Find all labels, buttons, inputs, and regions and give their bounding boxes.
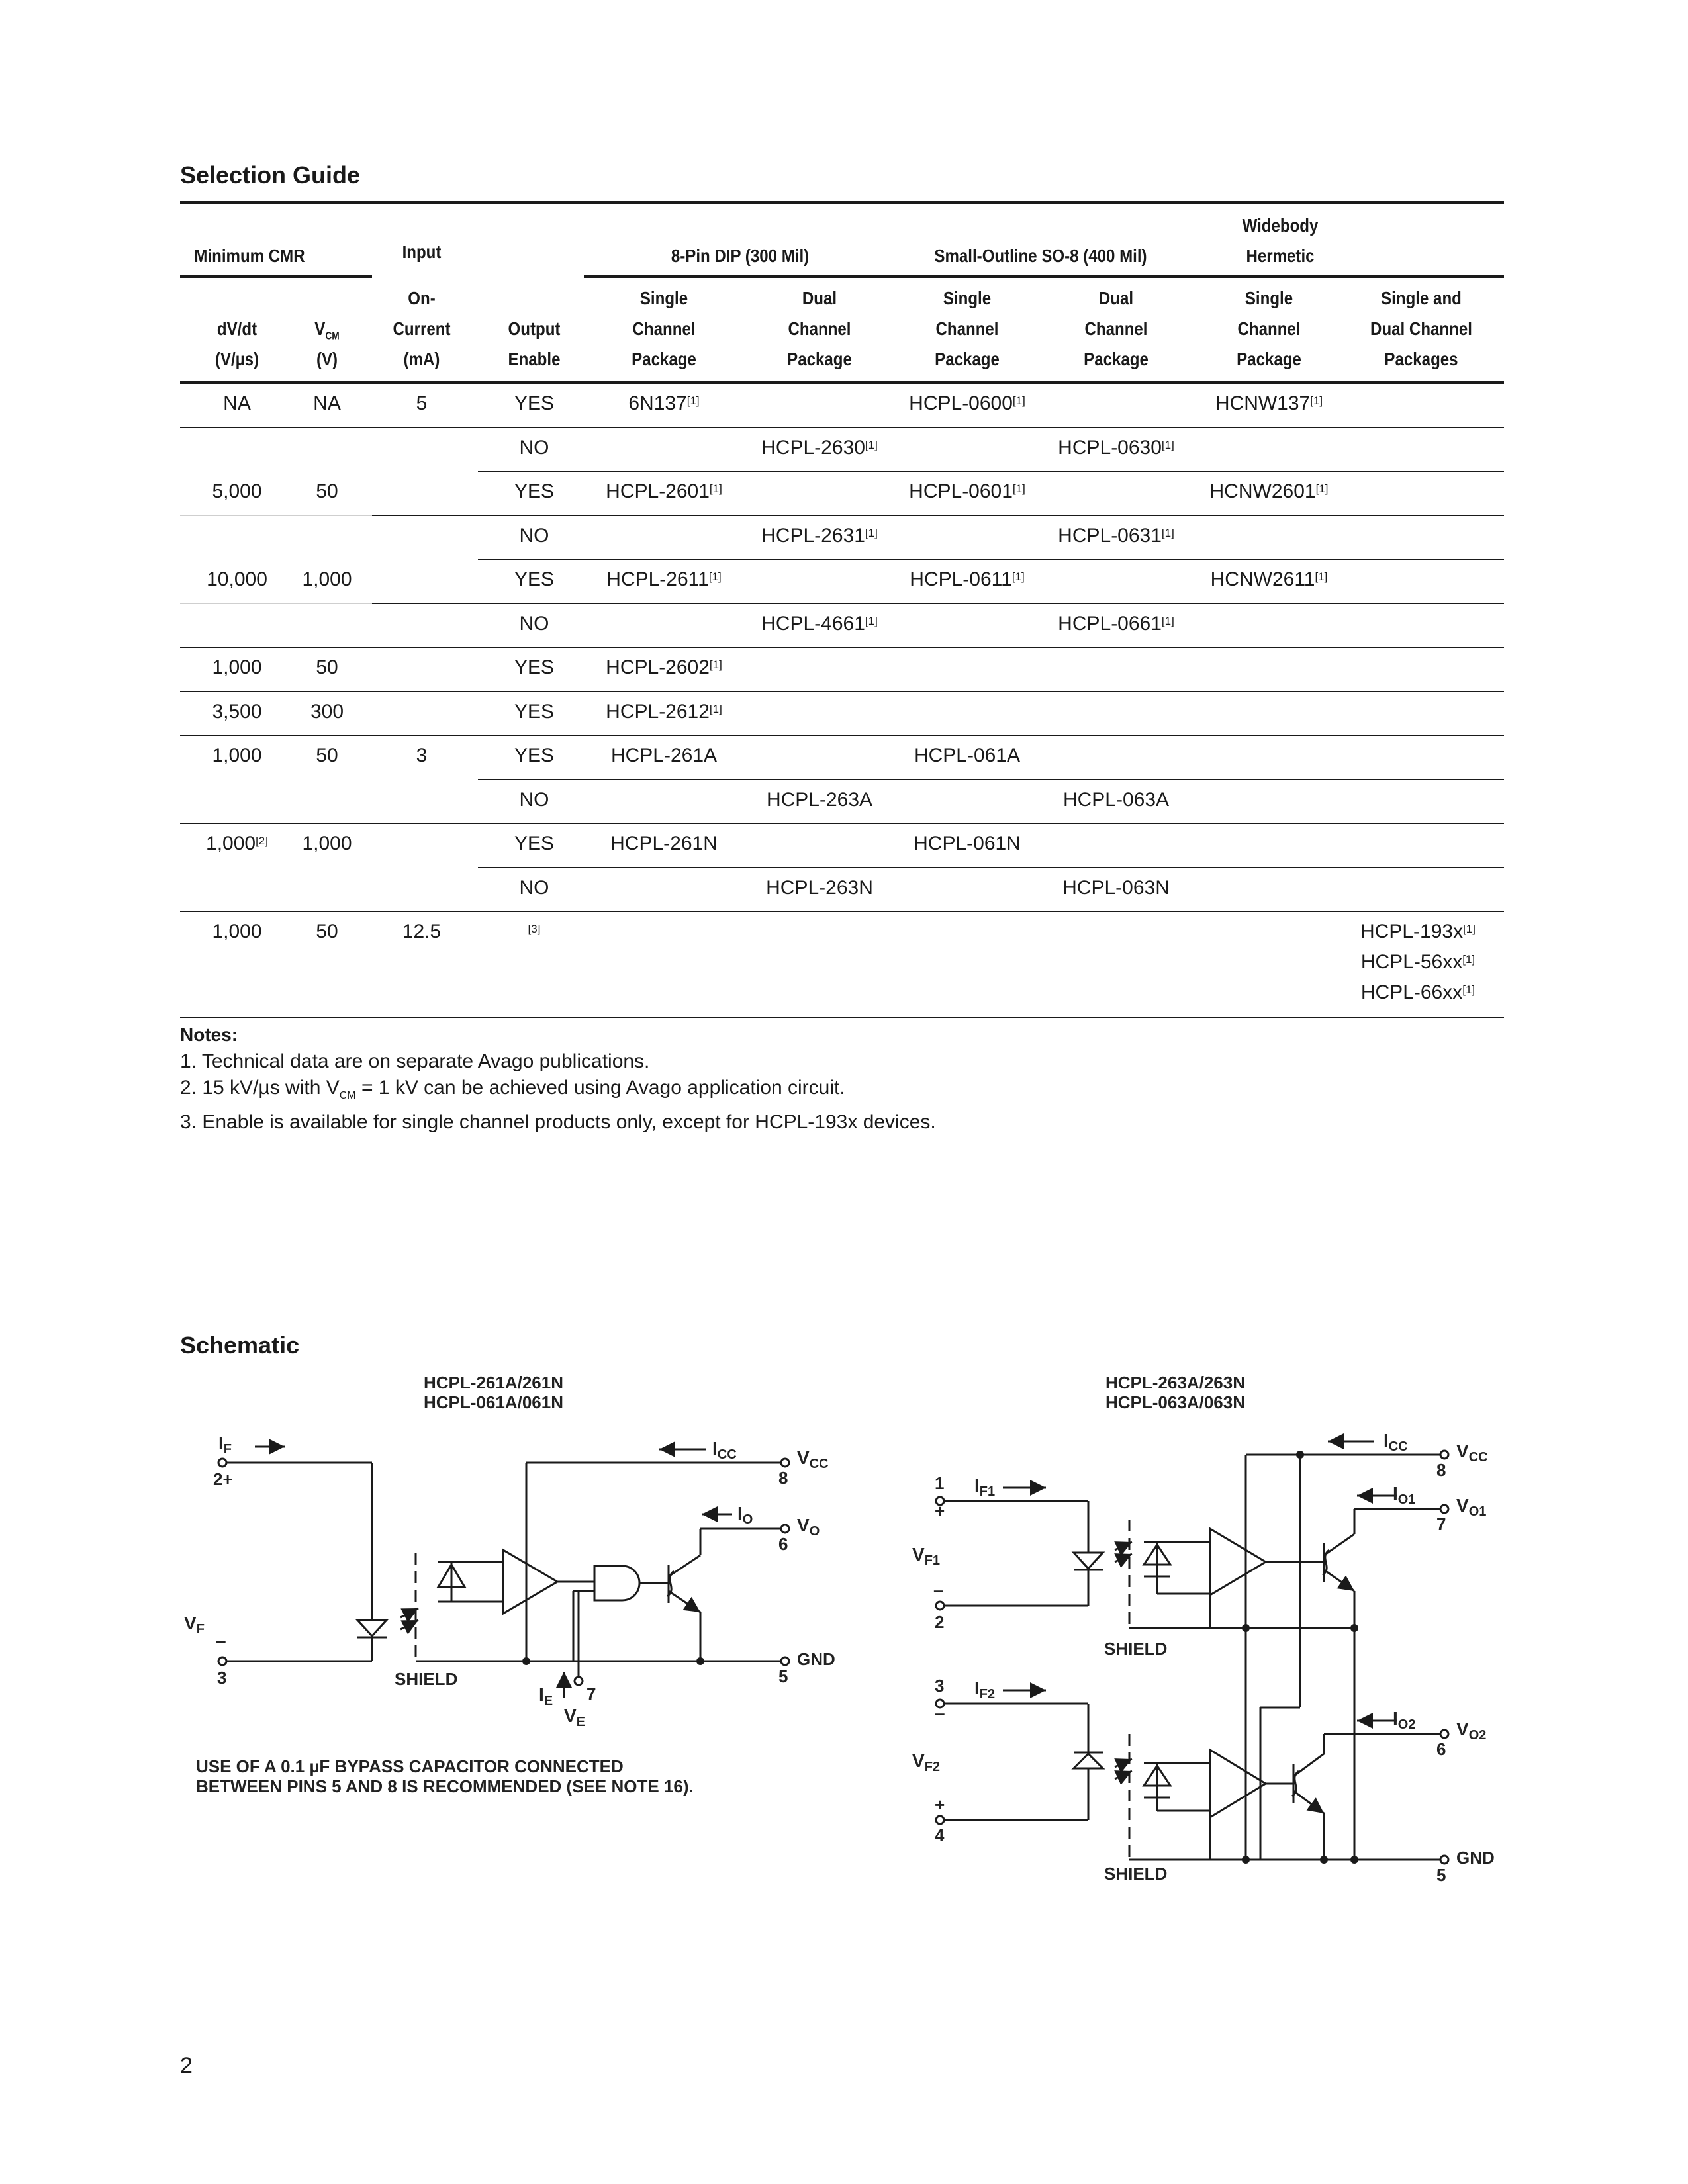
cell-enable: YES	[514, 657, 555, 678]
photodiode-icon	[438, 1562, 503, 1602]
input-led-icon	[357, 1608, 418, 1661]
pin2-terminal	[936, 1602, 944, 1610]
shield-label: SHIELD	[395, 1669, 458, 1689]
cell-wide-single: HCNW137[1]	[1215, 392, 1323, 414]
header-hermetic: Hermetic	[1246, 246, 1315, 266]
photodiode2-icon	[1144, 1763, 1210, 1811]
pin3-terminal	[218, 1657, 226, 1665]
junction-dot	[696, 1657, 704, 1665]
row-rule-light	[180, 515, 372, 516]
row-rule	[478, 779, 1504, 780]
right-vcc-label: $V_{CC}$	[1456, 1441, 1488, 1465]
cell-hermetic: HCPL-66xx[1]	[1360, 981, 1476, 1003]
row-rule	[180, 647, 1504, 648]
right-minus1: –	[933, 1580, 944, 1600]
pin8-terminal	[1440, 1451, 1448, 1459]
cell-so-single: HCPL-0601[1]	[909, 480, 1025, 502]
output-transistor-icon	[667, 1555, 700, 1612]
header-vcm: $V_{CM}$	[314, 318, 340, 342]
schematic-diagram	[0, 1363, 1688, 1893]
note-2: 2. 15 kV/µs with $V_{CM} = 1$ kV can be achieved using Avago application circuit.	[180, 1077, 845, 1101]
header-min-cmr: Minimum CMR	[194, 246, 305, 266]
cell-so-dual: HCPL-0661[1]	[1058, 612, 1174, 635]
right-minus3: –	[935, 1703, 945, 1723]
right-pin3-label: 3	[935, 1676, 945, 1696]
header-current: On-	[408, 288, 436, 308]
transistor1-icon	[1323, 1534, 1354, 1591]
header-package: Package	[787, 349, 852, 369]
cell-dip-dual: HCPL-2630[1]	[761, 436, 878, 459]
header-single-dual: Single and	[1381, 288, 1462, 308]
left-part-line1: HCPL-261A/261N	[424, 1373, 563, 1392]
right-part-line2: HCPL-063A/063N	[1105, 1392, 1245, 1412]
table-top-rule	[180, 201, 1504, 204]
vf2-label: $V_{F2}$	[912, 1751, 941, 1774]
cell-vcm: 50	[316, 657, 338, 678]
cell-dip-single: HCPL-2601[1]	[606, 480, 722, 502]
header-channel: Channel	[935, 318, 999, 339]
junction-dot	[1350, 1624, 1358, 1632]
cell-current: 5	[416, 392, 428, 414]
cell-current: 3	[416, 745, 428, 766]
cell-enable: NO	[519, 876, 549, 899]
header-output: Output	[508, 318, 561, 339]
right-icc-label: $I_{CC}$	[1383, 1430, 1408, 1454]
icc-label: $I_{CC}$	[712, 1438, 737, 1462]
cell-dvdt: 3,500	[212, 700, 262, 723]
cell-so-dual: HCPL-0631[1]	[1058, 524, 1174, 547]
left-pin6-label: 6	[778, 1534, 788, 1554]
vo-label: $V_O$	[797, 1515, 820, 1539]
header-enable: Enable	[508, 349, 561, 369]
selection-guide-title: Selection Guide	[180, 161, 361, 189]
cell-dip-dual: HCPL-2631[1]	[761, 524, 878, 547]
pin6-terminal	[1440, 1730, 1448, 1738]
junction-dot	[1242, 1624, 1250, 1632]
row-rule	[180, 691, 1504, 692]
left-pin5-label: 5	[778, 1666, 788, 1686]
cell-vcm: 50	[316, 480, 338, 502]
cell-dip-dual: HCPL-4661[1]	[761, 612, 878, 635]
right-pin4-label: 4	[935, 1825, 945, 1845]
header-channel: Channel	[632, 318, 696, 339]
left-schematic	[184, 1373, 835, 1796]
cell-so-dual: HCPL-0630[1]	[1058, 436, 1174, 459]
right-plus1: +	[935, 1501, 945, 1521]
led2-icon	[1074, 1752, 1132, 1779]
cell-vcm: 300	[310, 700, 344, 723]
right-shield2-label: SHIELD	[1104, 1864, 1168, 1884]
header-packages: Packages	[1384, 349, 1458, 369]
header-package-type: Single	[943, 288, 992, 308]
cell-dvdt: NA	[223, 392, 251, 414]
cell-enable: YES	[514, 392, 555, 414]
cell-so-single: HCPL-0600[1]	[909, 392, 1025, 414]
amplifier2-icon	[1210, 1750, 1266, 1817]
vo2-label: $V_{O2}$	[1456, 1719, 1487, 1743]
cell-dip-dual: HCPL-263A	[766, 788, 873, 811]
right-pin8-label: 8	[1436, 1460, 1446, 1480]
table-bottom-rule	[180, 1017, 1504, 1018]
right-pin6-label: 6	[1436, 1739, 1446, 1759]
junction-dot	[1350, 1856, 1358, 1864]
row-rule	[180, 911, 1504, 912]
left-pin7-label: 7	[586, 1684, 596, 1704]
notes-heading: Notes:	[180, 1024, 238, 1045]
cell-enable: YES	[514, 569, 555, 590]
io-label: $I_O$	[737, 1503, 753, 1527]
cell-so-single: HCPL-0611[1]	[910, 569, 1025, 590]
cell-dvdt: 1,000[2]	[206, 833, 268, 854]
cell-enable: NO	[519, 788, 549, 811]
right-pin1-label: 1	[935, 1473, 945, 1493]
header-package-type: Single	[1244, 288, 1293, 308]
vf-minus: –	[216, 1630, 226, 1651]
cell-vcm: 50	[316, 745, 338, 766]
header-package-type: Single	[639, 288, 688, 308]
if-label: $I_F$	[218, 1433, 232, 1457]
cell-dvdt: 10,000	[207, 569, 267, 590]
pin7-terminal	[575, 1677, 583, 1685]
led1-icon	[1074, 1542, 1132, 1570]
and-gate-icon	[594, 1566, 639, 1600]
junction-dot	[1296, 1451, 1304, 1459]
pin4-terminal	[936, 1816, 944, 1824]
if2-label: $I_{F2}$	[974, 1678, 996, 1702]
schematic-title: Schematic	[180, 1332, 300, 1359]
cell-current: 12.5	[402, 921, 442, 942]
cell-vcm: 50	[316, 921, 338, 942]
cell-dip-single: HCPL-261A	[610, 745, 718, 766]
transistor2-icon	[1292, 1754, 1324, 1813]
cell-dvdt: 1,000	[212, 657, 262, 678]
if1-label: $I_{F1}$	[974, 1475, 996, 1499]
ie-label: $I_E$	[539, 1684, 553, 1708]
header-single-dual: Dual Channel	[1370, 318, 1472, 339]
header-dvdt-unit: (V/µs)	[214, 349, 259, 369]
amplifier-icon	[503, 1550, 557, 1614]
header-package-type: Dual	[1098, 288, 1134, 308]
photodiode1-icon	[1144, 1542, 1210, 1594]
bypass-note-line1: USE OF A 0.1 µF BYPASS CAPACITOR CONNECTED	[196, 1756, 624, 1776]
cell-dvdt: 1,000	[212, 745, 262, 766]
header-package: Package	[632, 349, 696, 369]
amplifier1-icon	[1210, 1529, 1266, 1595]
header-current-unit: (mA)	[403, 349, 440, 369]
cell-enable: NO	[519, 612, 549, 635]
row-rule	[180, 823, 1504, 824]
header-dip: 8-Pin DIP (300 Mil)	[671, 246, 810, 266]
header-package-type: Dual	[802, 288, 837, 308]
cell-enable: NO	[519, 524, 549, 547]
header-bottom-rule	[180, 381, 1504, 384]
header-split-rule	[584, 275, 1504, 278]
header-split-rule	[180, 275, 372, 278]
cell-wide-single: HCNW2611[1]	[1210, 569, 1328, 590]
cell-hermetic: HCPL-56xx[1]	[1360, 951, 1476, 973]
pin6-terminal	[781, 1525, 789, 1533]
row-rule-light	[180, 603, 372, 604]
cell-wide-single: HCNW2601[1]	[1209, 480, 1329, 502]
pin3-label: 3	[217, 1668, 227, 1688]
right-pin7-label: 7	[1436, 1514, 1446, 1534]
header-widebody: Widebody	[1242, 215, 1319, 236]
row-rule	[180, 427, 1504, 428]
pin7-terminal	[1440, 1505, 1448, 1513]
cell-vcm: NA	[313, 392, 341, 414]
cell-dip-single: 6N137[1]	[628, 392, 700, 414]
left-gnd-label: GND	[797, 1649, 835, 1669]
right-pin5-label: 5	[1436, 1865, 1446, 1885]
cell-dvdt: 1,000	[212, 921, 262, 942]
pin2-terminal	[218, 1459, 226, 1467]
cell-dip-dual: HCPL-263N	[766, 876, 873, 899]
right-gnd-label: GND	[1456, 1848, 1495, 1868]
junction-dot	[522, 1657, 530, 1665]
cell-so-single: HCPL-061A	[914, 745, 1021, 766]
cell-enable: YES	[514, 700, 555, 723]
header-input: Input	[402, 242, 442, 262]
ve-label: $V_E$	[564, 1706, 586, 1729]
header-package: Package	[1084, 349, 1149, 369]
header-channel: Channel	[788, 318, 851, 339]
io1-label: $I_{O1}$	[1393, 1483, 1416, 1507]
pin5-terminal	[781, 1657, 789, 1665]
cell-enable: NO	[519, 436, 549, 459]
cell-dvdt: 5,000	[212, 480, 262, 502]
right-pin2-label: 2	[935, 1612, 945, 1632]
right-shield1-label: SHIELD	[1104, 1639, 1168, 1659]
row-rule	[180, 603, 1504, 604]
row-rule	[478, 559, 1504, 560]
right-schematic	[912, 1373, 1495, 1885]
cell-vcm: 1,000	[302, 569, 352, 590]
right-plus4: +	[935, 1795, 945, 1815]
cell-enable: YES	[514, 480, 555, 502]
junction-dot	[1320, 1856, 1328, 1864]
selection-guide-table	[180, 201, 1504, 1019]
cell-so-single: HCPL-061N	[914, 833, 1021, 854]
header-current: Current	[393, 318, 451, 339]
cell-so-dual: HCPL-063N	[1062, 876, 1170, 899]
page-number: 2	[180, 2053, 193, 2078]
junction-dot	[1242, 1856, 1250, 1864]
cell-dip-single: HCPL-261N	[610, 833, 718, 854]
io2-label: $I_{O2}$	[1393, 1708, 1416, 1732]
cell-vcm: 1,000	[302, 833, 352, 854]
header-so8: Small-Outline SO-8 (400 Mil)	[934, 246, 1147, 266]
note-3: 3. Enable is available for single channel products only, except for HCPL-193x devices.	[180, 1111, 936, 1133]
cell-hermetic: HCPL-193x[1]	[1360, 921, 1476, 942]
pin2-label: 2+	[213, 1469, 233, 1489]
vcc-label: $V_{CC}$	[797, 1447, 829, 1471]
cell-dip-single: HCPL-2612[1]	[606, 700, 722, 723]
left-pin8-label: 8	[778, 1468, 788, 1488]
header-package: Package	[1237, 349, 1301, 369]
cell-enable: [3]	[528, 923, 541, 935]
right-part-line1: HCPL-263A/263N	[1105, 1373, 1245, 1392]
cell-dip-single: HCPL-2611[1]	[606, 569, 722, 590]
pin8-terminal	[781, 1459, 789, 1467]
cell-dip-single: HCPL-2602[1]	[606, 657, 722, 678]
bypass-note-line2: BETWEEN PINS 5 AND 8 IS RECOMMENDED (SEE NOTE 16).	[196, 1776, 694, 1796]
row-rule	[478, 471, 1504, 472]
cell-enable: YES	[514, 745, 555, 766]
header-vcm-unit: (V)	[316, 349, 338, 369]
vf1-label: $V_{F1}$	[912, 1544, 941, 1568]
cell-enable: YES	[514, 833, 555, 854]
row-rule	[180, 735, 1504, 736]
vf-label: $V_F$	[184, 1613, 205, 1637]
notes	[180, 1022, 936, 1136]
row-rule	[478, 867, 1504, 868]
header-channel: Channel	[1084, 318, 1148, 339]
row-rule	[180, 515, 1504, 516]
pin5-terminal	[1440, 1856, 1448, 1864]
cell-so-dual: HCPL-063A	[1062, 788, 1170, 811]
left-part-line2: HCPL-061A/061N	[424, 1392, 563, 1412]
header-package: Package	[935, 349, 1000, 369]
vo1-label: $V_{O1}$	[1456, 1495, 1487, 1519]
header-channel: Channel	[1237, 318, 1301, 339]
header-dvdt: dV/dt	[216, 318, 258, 339]
note-1: 1. Technical data are on separate Avago publications.	[180, 1050, 650, 1072]
